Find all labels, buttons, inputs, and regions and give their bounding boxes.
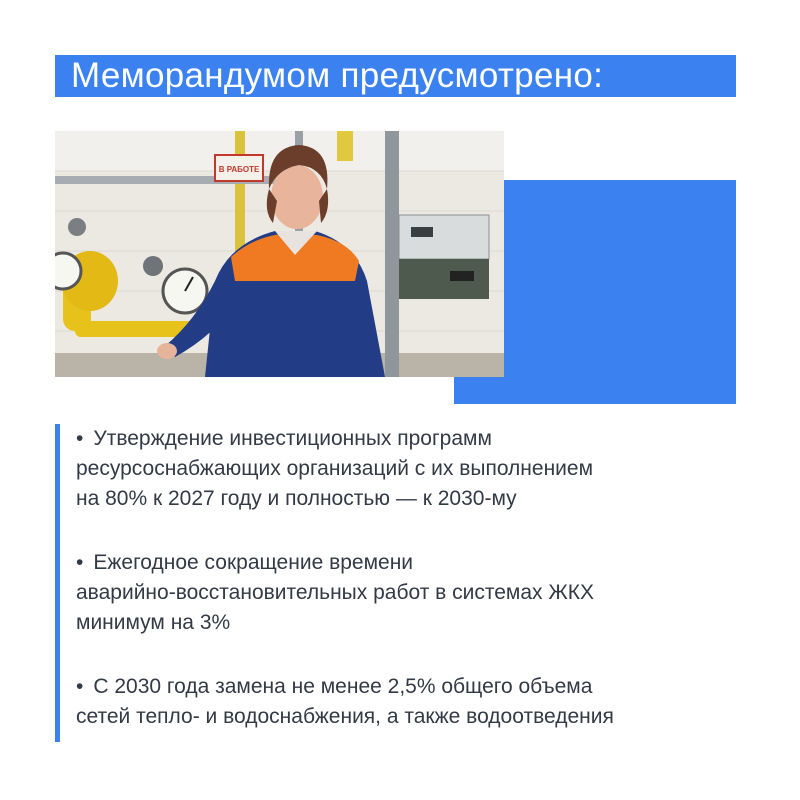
- list-item: [76, 548, 776, 638]
- bullet-marker: •: [76, 675, 84, 698]
- list-item: [76, 424, 776, 514]
- accent-line: [55, 424, 60, 742]
- title-banner: [55, 55, 736, 97]
- bullet-text: С 2030 года замена не менее 2,5% общего объема сетей тепло- и водоснабжения, а также водоотведения: [76, 675, 614, 728]
- bullet-text: Ежегодное сокращение времени аварийно-восстановительных работ в системах ЖКХ минимум на 3%: [76, 551, 595, 634]
- bullet-text: Утверждение инвестиционных программ ресурсоснабжающих организаций с их выполнением на 80% к 2027 году и полностью — к 2030-му: [76, 427, 594, 510]
- danger-sign-text: В РАБОТЕ: [218, 165, 260, 174]
- list-item: [76, 672, 776, 732]
- bullet-marker: •: [76, 551, 84, 574]
- bullet-marker: •: [76, 427, 84, 450]
- page-title: Меморандумом предусмотрено:: [71, 56, 604, 95]
- boiler-room-illustration: [55, 131, 504, 377]
- worker-photo: [55, 131, 504, 377]
